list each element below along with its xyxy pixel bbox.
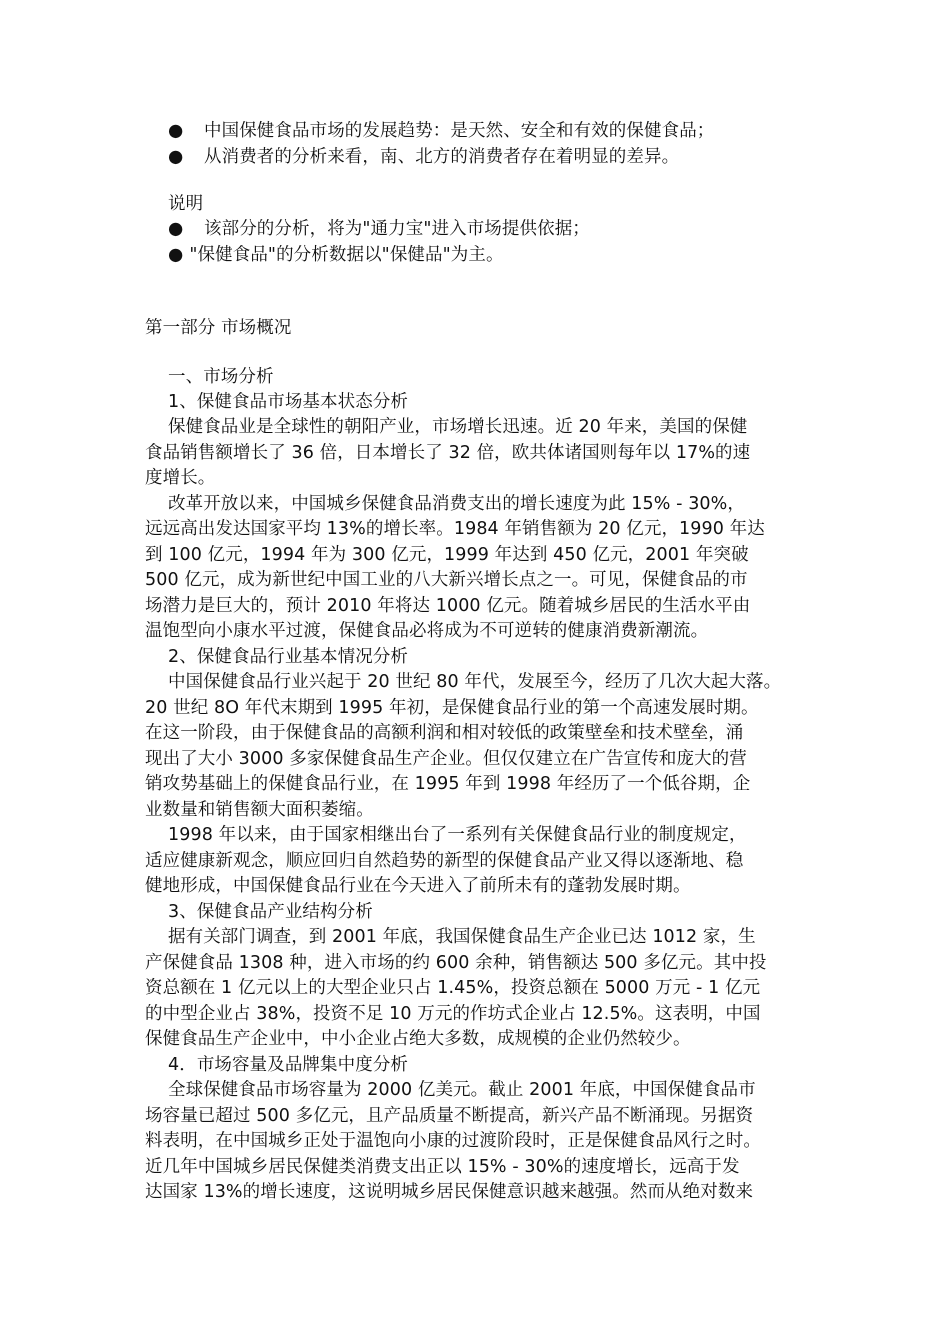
- summary-bullet-1: [168, 118, 714, 144]
- notes-bullet-1: [168, 216, 590, 242]
- bullet-icon: ●: [168, 219, 184, 239]
- paragraph-line: 业数量和销售额大面积萎缩。: [145, 800, 374, 820]
- paragraph-line: 现出了大小 3000 多家保健食品生产企业。但仅仅建立在广告宣传和庞大的营: [145, 749, 747, 769]
- paragraph-line: 健地形成，中国保健食品行业在今天进入了前所未有的蓬勃发展时期。: [145, 876, 691, 896]
- paragraph-line: 1998 年以来，由于国家相继出台了一系列有关保健食品行业的制度规定，: [168, 825, 747, 845]
- notes-bullet-text: 该部分的分析，将为"通力宝"进入市场提供依据；: [204, 219, 590, 239]
- paragraph-line: 远远高出发达国家平均 13%的增长率。1984 年销售额为 20 亿元，1990 年达: [145, 519, 765, 539]
- summary-bullet-text: 中国保健食品市场的发展趋势：是天然、安全和有效的保健食品；: [204, 121, 715, 141]
- paragraph-line: 20 世纪 8O 年代末期到 1995 年初，是保健食品行业的第一个高速发展时期。: [145, 698, 759, 718]
- subsection-heading: 2、保健食品行业基本情况分析: [168, 647, 409, 667]
- paragraph-line: 销攻势基础上的保健食品行业，在 1995 年到 1998 年经历了一个低谷期，企: [145, 774, 751, 794]
- paragraph-line: 适应健康新观念，顺应回归自然趋势的新型的保健食品产业又得以逐渐地、稳: [145, 851, 744, 871]
- paragraph-line: 温饱型向小康水平过渡，保健食品必将成为不可逆转的健康消费新潮流。: [145, 621, 709, 641]
- paragraph-line: 保健食品业是全球性的朝阳产业，市场增长迅速。近 20 年来，美国的保健: [168, 417, 748, 437]
- paragraph-line: 的中型企业占 38%，投资不足 10 万元的作坊式企业占 12.5%。这表明，中国: [145, 1004, 761, 1024]
- paragraph-line: 在这一阶段，由于保健食品的高额利润和相对较低的政策壁垒和技术壁垒，涌: [145, 723, 744, 743]
- paragraph-line: 据有关部门调查，到 2001 年底，我国保健食品生产企业已达 1012 家，生: [168, 927, 756, 947]
- subsection-heading: 1、保健食品市场基本状态分析: [168, 392, 409, 412]
- paragraph-line: 到 100 亿元，1994 年为 300 亿元，1999 年达到 450 亿元，2001 年突破: [145, 545, 749, 565]
- section-title: 一、市场分析: [168, 367, 274, 387]
- paragraph-line: 料表明，在中国城乡正处于温饱向小康的过渡阶段时，正是保健食品风行之时。: [145, 1131, 761, 1151]
- bullet-icon: ●: [168, 245, 184, 265]
- summary-bullet-text: 从消费者的分析来看，南、北方的消费者存在着明显的差异。: [204, 147, 680, 167]
- paragraph-line: 度增长。: [145, 468, 216, 488]
- paragraph-line: 场容量已超过 500 多亿元，且产品质量不断提高，新兴产品不断涌现。另据资: [145, 1106, 754, 1126]
- part-title: 第一部分 市场概况: [145, 318, 292, 338]
- notes-bullet-text: "保健食品"的分析数据以"保健品"为主。: [189, 245, 504, 265]
- notes-bullet-2: [168, 242, 504, 268]
- paragraph-line: 达国家 13%的增长速度，这说明城乡居民保健意识越来越强。然而从绝对数来: [145, 1182, 754, 1202]
- subsection-heading: 4．市场容量及品牌集中度分析: [168, 1055, 409, 1075]
- paragraph-line: 近几年中国城乡居民保健类消费支出正以 15% - 30%的速度增长，远高于发: [145, 1157, 740, 1177]
- bullet-icon: ●: [168, 147, 184, 167]
- paragraph-line: 500 亿元，成为新世纪中国工业的八大新兴增长点之一。可见，保健食品的市: [145, 570, 748, 590]
- summary-bullet-2: [168, 144, 679, 170]
- paragraph-line: 场潜力是巨大的，预计 2010 年将达 1000 亿元。随着城乡居民的生活水平由: [145, 596, 751, 616]
- paragraph-line: 资总额在 1 亿元以上的大型企业只占 1.45%，投资总额在 5000 万元 - 1 亿元: [145, 978, 761, 998]
- paragraph-line: 改革开放以来，中国城乡保健食品消费支出的增长速度为此 15% - 30%，: [168, 494, 745, 514]
- paragraph-line: 中国保健食品行业兴起于 20 世纪 80 年代，发展至今，经历了几次大起大落。: [168, 672, 782, 692]
- bullet-icon: ●: [168, 121, 184, 141]
- paragraph-line: 全球保健食品市场容量为 2000 亿美元。截止 2001 年底，中国保健食品市: [168, 1080, 756, 1100]
- paragraph-line: 食品销售额增长了 36 倍，日本增长了 32 倍，欧共体诸国则每年以 17%的速: [145, 443, 751, 463]
- subsection-heading: 3、保健食品产业结构分析: [168, 902, 373, 922]
- notes-title: 说明: [168, 194, 204, 214]
- paragraph-line: 保健食品生产企业中，中小企业占绝大多数，成规模的企业仍然较少。: [145, 1029, 691, 1049]
- paragraph-line: 产保健食品 1308 种，进入市场的约 600 余种，销售额达 500 多亿元。其中投: [145, 953, 767, 973]
